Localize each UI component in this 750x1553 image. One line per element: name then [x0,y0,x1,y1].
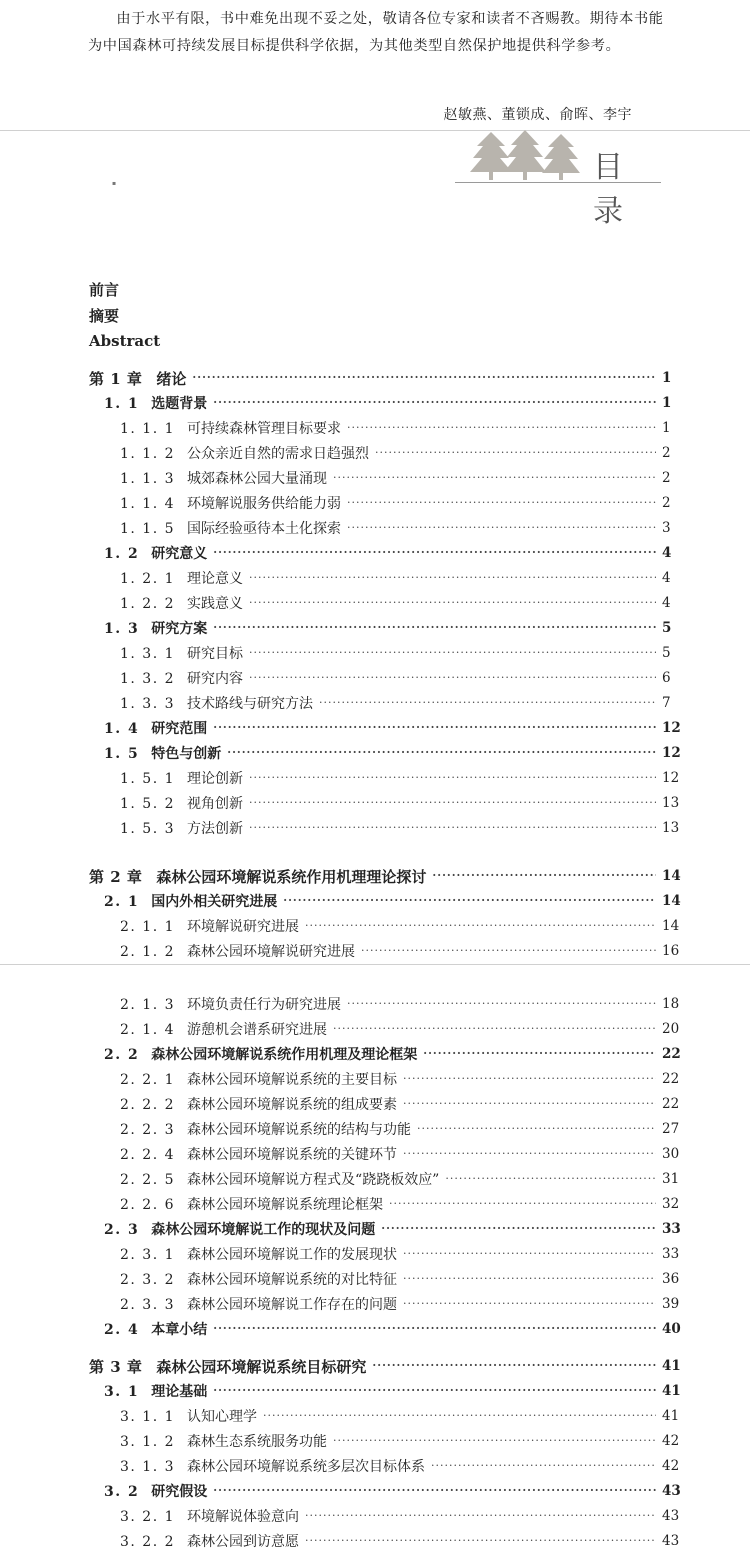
toc-entry [0,1429,750,1453]
toc-title: 目录 [593,150,633,229]
toc-entry-label [0,518,341,538]
toc-entry-page: 32 [662,1196,680,1212]
toc-entry-page: 13 [662,795,680,811]
toc-entry-label [0,891,277,911]
toc-entry-page: 5 [662,620,672,636]
toc-entry-label [0,1169,439,1189]
toc-header [455,130,661,229]
toc-leader-dots [305,914,656,938]
toc-entry-page: 4 [662,570,671,586]
toc-entry [0,441,750,465]
toc-entry-title: 实践意义 [187,596,244,612]
toc-leader-dots [319,691,656,715]
toc-entry-number: 第 3 章 [89,1357,143,1376]
toc-leader-dots [389,1192,656,1216]
toc-entry-number: 3. 2 [104,1484,140,1500]
toc-entry-label [0,1194,383,1214]
toc-entry-number: 3. 2. 2 [120,1534,176,1550]
toc-entry-number: 1. 1. 2 [120,446,176,462]
toc-entry-number: 2. 2. 4 [120,1147,176,1163]
toc-entry-title: 森林公园环境解说系统的对比特征 [187,1272,398,1288]
toc-entry-page: 7 [662,695,671,711]
toc-entry-page: 42 [662,1458,680,1474]
toc-leader-dots [213,1479,656,1503]
toc-entry-label [0,994,341,1014]
toc-entry [0,1192,750,1216]
toc-entry-page: 2 [662,445,671,461]
toc-entry-number: 1. 1. 5 [120,521,176,537]
toc-leader-dots [249,766,656,790]
toc-entry-page: 14 [662,868,681,884]
toc-entry-title: 环境解说服务供给能力弱 [187,496,342,512]
toc-entry-title: 研究内容 [187,671,244,687]
toc-entry-page: 14 [662,893,681,909]
toc-entry [0,666,750,690]
toc-entry-title: 森林公园环境解说系统多层次目标体系 [187,1459,426,1475]
toc-entry-page: 40 [662,1321,681,1337]
toc-entry-title: 视角创新 [187,796,244,812]
toc-entry-title: 理论基础 [151,1384,208,1400]
toc-entry-number: 1. 1. 3 [120,471,176,487]
toc-entry-number: 1. 3. 2 [120,671,176,687]
toc-entry-page: 4 [662,545,672,561]
toc-entry-label [0,668,243,688]
toc-entry-page: 41 [662,1358,681,1374]
toc-entry-title: 理论意义 [187,571,244,587]
toc-entry-page: 22 [662,1046,681,1062]
toc-entry [0,1117,750,1141]
toc-entry-page: 12 [662,745,681,761]
toc-leader-dots [333,466,656,490]
toc-entry-title: 森林公园环境解说系统的结构与功能 [187,1122,412,1138]
toc-leader-dots [347,516,656,540]
toc-leader-dots [213,1379,656,1403]
toc-entry [0,1267,750,1291]
toc-entry-page: 1 [662,395,672,411]
toc-entry [0,566,750,590]
toc-entry-number: 2. 3. 3 [120,1297,176,1313]
toc-entry-number: 2. 2 [104,1047,140,1063]
toc-entry-label [0,1294,397,1314]
front-matter-preface: 前言 [89,281,120,299]
toc-entry-label [0,693,313,713]
toc-entry [0,641,750,665]
toc-entry [0,1354,750,1378]
toc-entry-title: 国际经验亟待本土化探索 [187,521,342,537]
toc-entry-label [0,443,369,463]
toc-entry-number: 1. 3. 3 [120,696,176,712]
toc-entry-title: 公众亲近自然的需求日趋强烈 [187,446,370,462]
toc-entry-label [0,1244,397,1264]
toc-entry-number: 2. 4 [104,1322,140,1338]
toc-entry-label [0,1481,207,1501]
toc-entry [0,391,750,415]
toc-leader-dots [403,1242,656,1266]
toc-entry [0,1042,750,1066]
toc-entry-number: 1. 3 [104,621,140,637]
toc-entry-label [0,793,243,813]
toc-entry-page: 4 [662,595,671,611]
toc-entry-label [0,1431,327,1451]
toc-leader-dots [213,616,656,640]
toc-entry-label [0,866,426,887]
toc-entry [0,939,750,963]
toc-entry-page: 16 [662,943,680,959]
toc-entry-page: 43 [662,1533,680,1549]
toc-entry-page: 1 [662,420,671,436]
toc-leader-dots [417,1117,656,1141]
toc-entry [0,791,750,815]
toc-entry-number: 1. 5. 1 [120,771,176,787]
toc-entry [0,616,750,640]
toc-entry-page: 2 [662,495,671,511]
toc-entry [0,914,750,938]
toc-entry-page: 42 [662,1433,680,1449]
toc-leader-dots [249,641,656,665]
toc-leader-dots [263,1404,656,1428]
toc-entry-label [0,1069,397,1089]
toc-entry [0,591,750,615]
toc-leader-dots [227,741,656,765]
toc-leader-dots [347,416,656,440]
toc-entry-number: 1. 2 [104,546,140,562]
page-mark: ▪ [112,180,117,187]
toc-entry-number: 第 2 章 [89,867,143,886]
toc-entry [0,1479,750,1503]
toc-leader-dots [432,864,656,888]
toc-entry-page: 22 [662,1096,680,1112]
toc-entry-page: 30 [662,1146,680,1162]
toc-entry-page: 12 [662,720,681,736]
toc-entry-page: 3 [662,520,671,536]
toc-entry-label [0,593,243,613]
toc-entry-title: 研究目标 [187,646,244,662]
toc-entry [0,1504,750,1528]
toc-entry [0,516,750,540]
toc-entry-title: 认知心理学 [187,1409,258,1425]
toc-entry-label [0,941,355,961]
toc-entry-page: 12 [662,770,680,786]
toc-entry [0,1092,750,1116]
toc-entry-title: 研究假设 [151,1484,208,1500]
toc-leader-dots [333,1017,656,1041]
toc-entry-label [0,618,207,638]
toc-entry-number: 1. 4 [104,721,140,737]
toc-leader-dots [431,1454,656,1478]
toc-leader-dots [305,1504,656,1528]
toc-entry-label [0,1506,299,1526]
toc-entry-label [0,1456,425,1476]
toc-leader-dots [249,591,656,615]
toc-entry [0,1217,750,1241]
toc-entry-label [0,768,243,788]
toc-leader-dots [361,939,656,963]
toc-entry-label [0,743,221,763]
toc-leader-dots [283,889,656,913]
toc-leader-dots [423,1042,656,1066]
toc-entry-title: 森林公园到访意愿 [187,1534,300,1550]
toc-leader-dots [249,816,656,840]
toc-entry-label [0,1381,207,1401]
toc-entry-title: 森林公园环境解说系统作用机理及理论框架 [151,1047,418,1063]
toc-entry-label [0,1094,397,1114]
toc-leader-dots [403,1092,656,1116]
toc-entry [0,816,750,840]
toc-entry [0,1379,750,1403]
toc-leader-dots [333,1429,656,1453]
toc-leader-dots [192,366,656,390]
toc-entry-number: 2. 3 [104,1222,140,1238]
toc-entry-number: 2. 2. 3 [120,1122,176,1138]
toc-leader-dots [445,1167,656,1191]
toc-entry-label [0,543,207,563]
toc-entry-page: 27 [662,1121,680,1137]
toc-entry-page: 13 [662,820,680,836]
toc-leader-dots [249,566,656,590]
toc-entry [0,541,750,565]
toc-entry [0,1242,750,1266]
toc-entry-number: 第 1 章 [89,369,143,388]
toc-entry-label [0,643,243,663]
toc-entry-number: 2. 2. 6 [120,1197,176,1213]
toc-entry-title: 环境负责任行为研究进展 [187,997,342,1013]
toc-entry-number: 2. 1. 3 [120,997,176,1013]
toc-entry-label [0,1219,375,1239]
toc-entry-page: 2 [662,470,671,486]
toc-leader-dots [372,1354,656,1378]
toc-entry-page: 36 [662,1271,680,1287]
toc-entry [0,1317,750,1341]
toc-entry-number: 1. 3. 1 [120,646,176,662]
toc-entry [0,1017,750,1041]
toc-leader-dots [305,1529,656,1553]
toc-entry-label [0,493,341,513]
toc-entry [0,416,750,440]
toc-entry-number: 1. 2. 2 [120,596,176,612]
toc-leader-dots [213,1317,656,1341]
toc-entry-label [0,568,243,588]
toc-entry-title: 森林公园环境解说工作存在的问题 [187,1297,398,1313]
toc-entry-title: 绪论 [156,369,187,388]
toc-entry-number: 3. 1 [104,1384,140,1400]
toc-entry-number: 1. 1. 4 [120,496,176,512]
toc-entry [0,466,750,490]
toc-entry-title: 森林生态系统服务功能 [187,1434,328,1450]
toc-entry [0,716,750,740]
toc-entry [0,1292,750,1316]
toc-entry-number: 1. 1 [104,396,140,412]
toc-entry-page: 33 [662,1221,681,1237]
toc-leader-dots [213,716,656,740]
toc-entry-title: 本章小结 [151,1322,208,1338]
toc-entry-page: 31 [662,1171,680,1187]
toc-leader-dots [347,491,656,515]
toc-entry-number: 2. 2. 1 [120,1072,176,1088]
toc-entry-title: 选题背景 [151,396,208,412]
toc-entry-number: 1. 2. 1 [120,571,176,587]
toc-entry-page: 1 [662,370,672,386]
toc-entry-label [0,1119,411,1139]
toc-entry-title: 森林公园环境解说系统目标研究 [156,1357,367,1376]
toc-entry-title: 特色与创新 [151,746,222,762]
toc-entry [0,741,750,765]
toc-entry-title: 森林公园环境解说系统理论框架 [187,1197,384,1213]
toc-entry-title: 环境解说体验意向 [187,1509,300,1525]
toc-leader-dots [213,391,656,415]
toc-leader-dots [403,1067,656,1091]
toc-entry-label [0,418,341,438]
toc-entry-label [0,1319,207,1339]
toc-entry-label [0,718,207,738]
toc-entry-title: 技术路线与研究方法 [187,696,314,712]
toc-entry-label [0,1269,397,1289]
toc-entry-page: 41 [662,1383,681,1399]
toc-entry-title: 森林公园环境解说方程式及“跷跷板效应” [187,1172,440,1188]
toc-entry-title: 环境解说研究进展 [187,919,300,935]
toc-entry [0,1142,750,1166]
trees-icon [469,130,587,180]
toc-entry-number: 3. 1. 3 [120,1459,176,1475]
toc-entry-title: 森林公园环境解说工作的现状及问题 [151,1222,376,1238]
toc-entry-title: 方法创新 [187,821,244,837]
toc-entry-title: 研究方案 [151,621,208,637]
toc-leader-dots [375,441,656,465]
toc-leader-dots [249,791,656,815]
toc-entry-label [0,1019,327,1039]
toc-entry [0,691,750,715]
toc-entry [0,366,750,390]
toc-entry [0,1067,750,1091]
toc-entry-label [0,1144,397,1164]
toc-entry-number: 2. 3. 1 [120,1247,176,1263]
toc-entry [0,1529,750,1553]
toc-entry-label [0,818,243,838]
toc-entry-title: 理论创新 [187,771,244,787]
preface-paragraph: 由于水平有限，书中难免出现不妥之处，敬请各位专家和读者不吝赐教。期待本书能为中国森林可持续发展目标提供科学依据，为其他类型自然保护地提供科学参考。 [88,11,664,54]
toc-leader-dots [403,1292,656,1316]
toc-entry [0,1454,750,1478]
toc-entry-page: 22 [662,1071,680,1087]
toc-leader-dots [403,1267,656,1291]
toc-entry-title: 森林公园环境解说系统作用机理理论探讨 [156,867,427,886]
toc-entry-number: 1. 1. 1 [120,421,176,437]
toc-entry-page: 43 [662,1508,680,1524]
toc-entry-title: 游憩机会谱系研究进展 [187,1022,328,1038]
toc-leader-dots [403,1142,656,1166]
authors: 赵敏燕、董锁成、俞晖、李宇 [443,107,632,123]
toc-entry [0,1167,750,1191]
toc-entry-page: 5 [662,645,671,661]
toc-leader-dots [249,666,656,690]
toc-entry [0,1404,750,1428]
toc-entry-number: 2. 2. 2 [120,1097,176,1113]
toc-entry-title: 森林公园环境解说系统的关键环节 [187,1147,398,1163]
toc-leader-dots [213,541,656,565]
toc-entry-title: 城郊森林公园大量涌现 [187,471,328,487]
toc-entry-title: 国内外相关研究进展 [151,894,278,910]
toc-entry-page: 14 [662,918,680,934]
toc-entry-number: 2. 1. 2 [120,944,176,960]
toc-entry-number: 2. 1 [104,894,140,910]
front-matter-abstract-cn: 摘要 [89,307,120,325]
toc-entry-page: 33 [662,1246,680,1262]
toc-entry-number: 1. 5. 2 [120,796,176,812]
toc-leader-dots [347,992,656,1016]
front-matter-abstract-en: Abstract [89,332,161,350]
toc-entry-label [0,1531,299,1551]
toc-entry-label [0,368,186,389]
toc-entry-title: 森林公园环境解说工作的发展现状 [187,1247,398,1263]
toc-entry-label [0,1406,257,1426]
toc-entry-title: 可持续森林管理目标要求 [187,421,342,437]
preface-text [88,6,668,60]
toc-entry-title: 森林公园环境解说研究进展 [187,944,356,960]
toc-entry-number: 2. 3. 2 [120,1272,176,1288]
toc-entry-title: 森林公园环境解说系统的主要目标 [187,1072,398,1088]
toc-entry-number: 1. 5 [104,746,140,762]
toc-entry-page: 39 [662,1296,680,1312]
toc-entry [0,864,750,888]
toc-entry-page: 18 [662,996,680,1012]
toc-entry-page: 41 [662,1408,680,1424]
toc-entry-number: 2. 2. 5 [120,1172,176,1188]
toc-entry-number: 3. 1. 1 [120,1409,176,1425]
page-break [0,964,750,965]
toc-entry-label [0,1356,366,1377]
toc-entry-label [0,916,299,936]
toc-entry [0,491,750,515]
toc-entry-page: 6 [662,670,671,686]
toc-leader-dots [381,1217,656,1241]
toc-entry-number: 3. 1. 2 [120,1434,176,1450]
toc-entry-number: 2. 1. 1 [120,919,176,935]
toc-entry-title: 研究范围 [151,721,208,737]
toc-entry-number: 2. 1. 4 [120,1022,176,1038]
toc-entry-title: 森林公园环境解说系统的组成要素 [187,1097,398,1113]
toc-entry-page: 20 [662,1021,680,1037]
toc-entry [0,889,750,913]
toc-entry-page: 43 [662,1483,681,1499]
toc-entry-number: 3. 2. 1 [120,1509,176,1525]
toc-entry-label [0,1044,417,1064]
toc-entry [0,992,750,1016]
toc-entry-title: 研究意义 [151,546,208,562]
toc-entry-label [0,468,327,488]
toc-entry-number: 1. 5. 3 [120,821,176,837]
toc-entry-label [0,393,207,413]
toc-entry [0,766,750,790]
